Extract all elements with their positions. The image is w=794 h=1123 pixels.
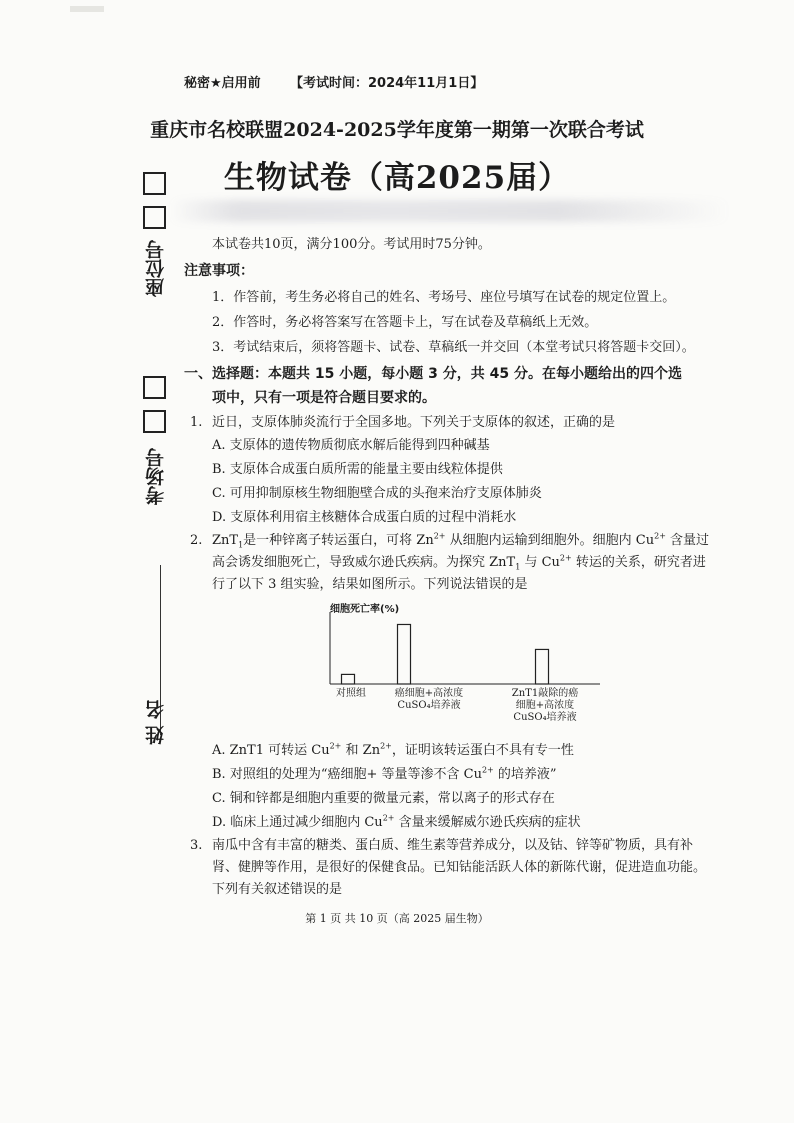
q2-option-d[interactable]: D. 临床上通过减少细胞内 $Cu^{2+}$ 含量来缓解威尔逊氏疾病的症状 [212,813,581,830]
question-number: 1. [190,415,203,430]
question-number: 3. [190,838,203,853]
exam-title: 重庆市名校联盟2024-2025学年度第一期第一次联合考试 [150,119,644,141]
question-2: 2. ZnT$_1$是一种锌离子转运蛋白，可将 $Zn^{2+}$ 从细胞内运输到细胞外。细胞内 $Cu^{2+}$ 含量过 高会诱发细胞死亡，导致威尔逊氏疾病。为探究 ZnT$_1$ 与 $Cu^{2+}$ 转运的关系，研究者进 行了以下 3 组实验，结果如图所示。下列说法错误的是 [190,531,710,592]
exam-time: 【考试时间：2024年11月1日】 [290,76,484,91]
paper-title: 生物试卷（高2025届） [223,160,571,196]
section-heading [184,362,744,410]
q1-option-a[interactable]: A. 支原体的遗传物质彻底水解后能得到四种碱基 [212,438,490,453]
question-3: 3. 南瓜中含有丰富的糖类、蛋白质、维生素等营养成分，以及钴、锌等矿物质，具有补 肾、健脾等作用，是很好的保健食品。已知钴能活跃人体的新陈代谢，促进造血功能。 下列有关叙述错误的是 [190,835,738,901]
notice-item: 1．作答前，考生务必将自己的姓名、考场号、座位号填写在试卷的规定位置上。 [212,290,676,305]
chart-y-label: 细胞死亡率(%) [330,604,400,615]
room-box-2[interactable] [143,410,166,433]
q1-option-c[interactable]: C. 可用抑制原核生物细胞壁合成的头孢来治疗支原体肺炎 [212,486,542,501]
q2-option-b[interactable]: B. 对照组的处理为“癌细胞+ 等量等渗不含 $Cu^{2+}$ 的培养液” [212,765,557,782]
cell-death-chart [318,596,618,746]
confidential-label: 秘密★启用前 [184,76,261,91]
seat-number-label: 座位号 [145,240,167,297]
scan-smudge [170,200,730,222]
chart-bar-2 [398,624,411,684]
seat-box-1[interactable] [143,172,166,195]
chart-bar-3 [536,649,549,684]
room-box-1[interactable] [143,376,166,399]
paper-intro: 本试卷共10页，满分100分。考试用时75分钟。 [212,237,491,252]
chart-category-label: 对照组 [336,688,366,699]
exam-room-label: 考场号 [145,448,167,505]
name-label: 姓 名 [145,700,167,745]
scan-corner-mark [70,6,104,12]
seat-box-2[interactable] [143,206,166,229]
page-footer: 第 1 页 共 10 页（高 2025 届生物） [305,912,489,925]
notice-heading: 注意事项： [184,263,254,279]
section-heading-line1: 一、选择题：本题共 15 小题，每小题 3 分，共 45 分。在每小题给出的四个选 [184,366,682,382]
question-stem: 近日，支原体肺炎流行于全国多地。下列关于支原体的叙述，正确的是 [212,415,616,430]
q2-option-a[interactable]: A. ZnT1 可转运 $Cu^{2+}$ 和 $Zn^{2+}$，证明该转运蛋白不具有专一性 [212,741,574,758]
chart-bar-1 [342,674,355,684]
q1-option-b[interactable]: B. 支原体合成蛋白质所需的能量主要由线粒体提供 [212,462,503,477]
q2-option-c[interactable]: C. 铜和锌都是细胞内重要的微量元素，常以离子的形式存在 [212,791,555,806]
q1-option-d[interactable]: D. 支原体利用宿主核糖体合成蛋白质的过程中消耗水 [212,510,517,525]
notice-item: 3．考试结束后，须将答题卡、试卷、草稿纸一并交回（本堂考试只将答题卡交回）。 [212,340,695,355]
question-1 [190,412,738,434]
section-heading-line2: 项中，只有一项是符合题目要求的。 [212,390,436,406]
notice-item: 2．作答时，务必将答案写在答题卡上，写在试卷及草稿纸上无效。 [212,315,598,330]
chart-category-label: ZnT1敲除的癌 细胞+高浓度 CuSO₄培养液 [511,688,579,723]
chart-category-label: 癌细胞+高浓度 CuSO₄培养液 [394,688,464,711]
question-number: 2. [190,533,203,548]
